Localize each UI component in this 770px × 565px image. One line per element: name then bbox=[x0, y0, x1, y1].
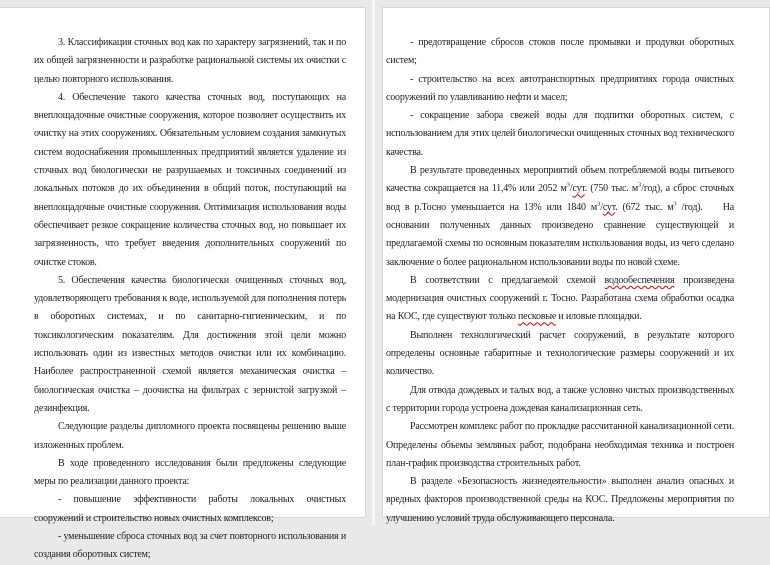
text-run: В разделе «Безопасность жизнедеятельности» выполнен анализ опасных и вредных факторов производственной среды на КОС. Предложены мероприятия по улучшению условий труда обслуживающего персонала. bbox=[386, 476, 734, 524]
misspelled-word: сут bbox=[572, 183, 585, 195]
text-run: Рассмотрен комплекс работ по прокладке рассчитанной канализационной сети. Определены объемы земляных работ, подобрана необходимая техника и построен план-график производства строительных работ. bbox=[386, 421, 734, 469]
text-run: . (672 тыс. м bbox=[615, 201, 674, 213]
paragraph bbox=[34, 418, 346, 455]
text-run: Выполнен технологический расчет сооружений, в результате которого определены основные габаритные и технологические размеры сооружений и их количество. bbox=[386, 329, 734, 378]
text-run: / bbox=[600, 201, 603, 213]
text-run: - уменьшение сброса сточных вод за счет повторного использования и создания оборотных систем; bbox=[34, 531, 346, 561]
page-2[interactable] bbox=[382, 7, 770, 524]
superscript: 3 bbox=[566, 182, 570, 190]
paragraph bbox=[386, 34, 734, 71]
text-run: Для отвода дождевых и талых вод, а также условно чистых производственных с территории города устроена дождевая канализационная сеть. bbox=[386, 384, 734, 414]
superscript: 3 bbox=[637, 182, 642, 190]
misspelled-word: песковые bbox=[517, 311, 557, 323]
paragraph bbox=[34, 491, 346, 528]
text-run: 5. Обеспечения качества биологически очищенных сточных вод, удовлетворяющего требования к воде, используемой для пополнения потерь в оборотных системах, и по санитарно-гигиеническим, и по токсикологическим показателям. Для достижения этой цели можно использовать один из известных методов очистки или их комбинацию. Наиболее распространенной схемой является механическая очистка – биологическая очистка – доочистка на фильтрах с зернистой загрузкой – дезинфекция. bbox=[34, 274, 346, 414]
paragraph bbox=[386, 382, 734, 419]
text-run: В результате проведенных мероприятий объем потребляемой воды питьевого качества сокращается на 11,4% или 2052 м bbox=[386, 165, 734, 195]
paragraph bbox=[386, 272, 734, 327]
paragraph bbox=[386, 71, 734, 108]
text-run: . (750 тыс. м bbox=[584, 183, 638, 195]
paragraph bbox=[386, 473, 734, 528]
text-run: 4. Обеспечение такого качества сточных вод, поступающих на внеплощадочные очистные сооружения, которое позволяет осуществить их очистку на этих сооружениях. Обязательным условием создания замкнутых систем водоснабжения промышленных предприятий является удаление из сточных вод биологически не разрушаемых и токсичных соединений из локальных потоков до их объединения в общий поток, поступающий на внеплощадочные очистные сооружения. Оптимизация использования воды обеспечивает резкое сокращение количества сточных вод, но повышает их загрязненность, что требует введения дополнительных сооружений по очистке стоков. bbox=[34, 91, 346, 268]
paragraph bbox=[34, 34, 346, 89]
superscript: 3 bbox=[596, 200, 601, 208]
page-1[interactable] bbox=[0, 7, 366, 561]
text-run: - предотвращение сбросов стоков после промывки и продувки оборотных систем; bbox=[386, 37, 734, 67]
paragraph bbox=[386, 107, 734, 162]
superscript: 3 bbox=[673, 200, 677, 208]
text-run: / bbox=[569, 183, 573, 195]
page-1-text-column[interactable] bbox=[34, 34, 346, 565]
text-run: произведена модернизация очистных сооружений г. Тосно. Разработана схема обработки осадка на КОС, где существуют только bbox=[386, 274, 734, 323]
text-run: Следующие разделы дипломного проекта посвящены решению выше изложенных проблем. bbox=[34, 421, 346, 451]
paragraph bbox=[34, 89, 346, 272]
paragraph bbox=[386, 162, 734, 272]
text-run: /год), а сброс сточных вод в р.Тосно уменьшается на 13% или 1840 м bbox=[386, 183, 734, 213]
misspelled-word: сут bbox=[602, 201, 616, 213]
page-2-text-column[interactable] bbox=[386, 34, 734, 528]
paragraph bbox=[34, 455, 346, 492]
paragraph bbox=[34, 272, 346, 418]
text-run: и иловые площадки. bbox=[556, 311, 642, 323]
text-run: - строительство на всех автотранспортных предприятиях города очистных сооружений по улавливанию нефти и масел; bbox=[386, 73, 734, 103]
misspelled-word: водообеспечения bbox=[604, 274, 675, 286]
text-run: - сокращение забора свежей воды для подпитки оборотных систем, с использованием для этих целей биологически очищенных сточных вод технического качества. bbox=[386, 110, 734, 158]
paragraph bbox=[386, 418, 734, 473]
paragraph bbox=[386, 327, 734, 382]
text-run: 3. Классификация сточных вод как по характеру загрязнений, так и по их общей загрязненности и разработке рациональной системы их очистки с целью повторного использования. bbox=[34, 37, 346, 85]
text-run: - повышение эффективности работы локальных очистных сооружений и строительство новых очистных комплексов; bbox=[34, 494, 346, 524]
paragraph bbox=[34, 528, 346, 565]
page-gap-seam bbox=[372, 0, 375, 526]
text-run: В ходе проведенного исследования были предложены следующие меры по реализации данного проекта: bbox=[34, 457, 346, 488]
text-run: В соответствии с предлагаемой схемой bbox=[410, 274, 605, 286]
text-run: /год). На основании полученных данных произведено сравнение существующей и предлагаемой схемы по основным показателям использования воды, из чего сделано заключение о более рациональном использовании воды по новой схеме. bbox=[386, 201, 734, 268]
